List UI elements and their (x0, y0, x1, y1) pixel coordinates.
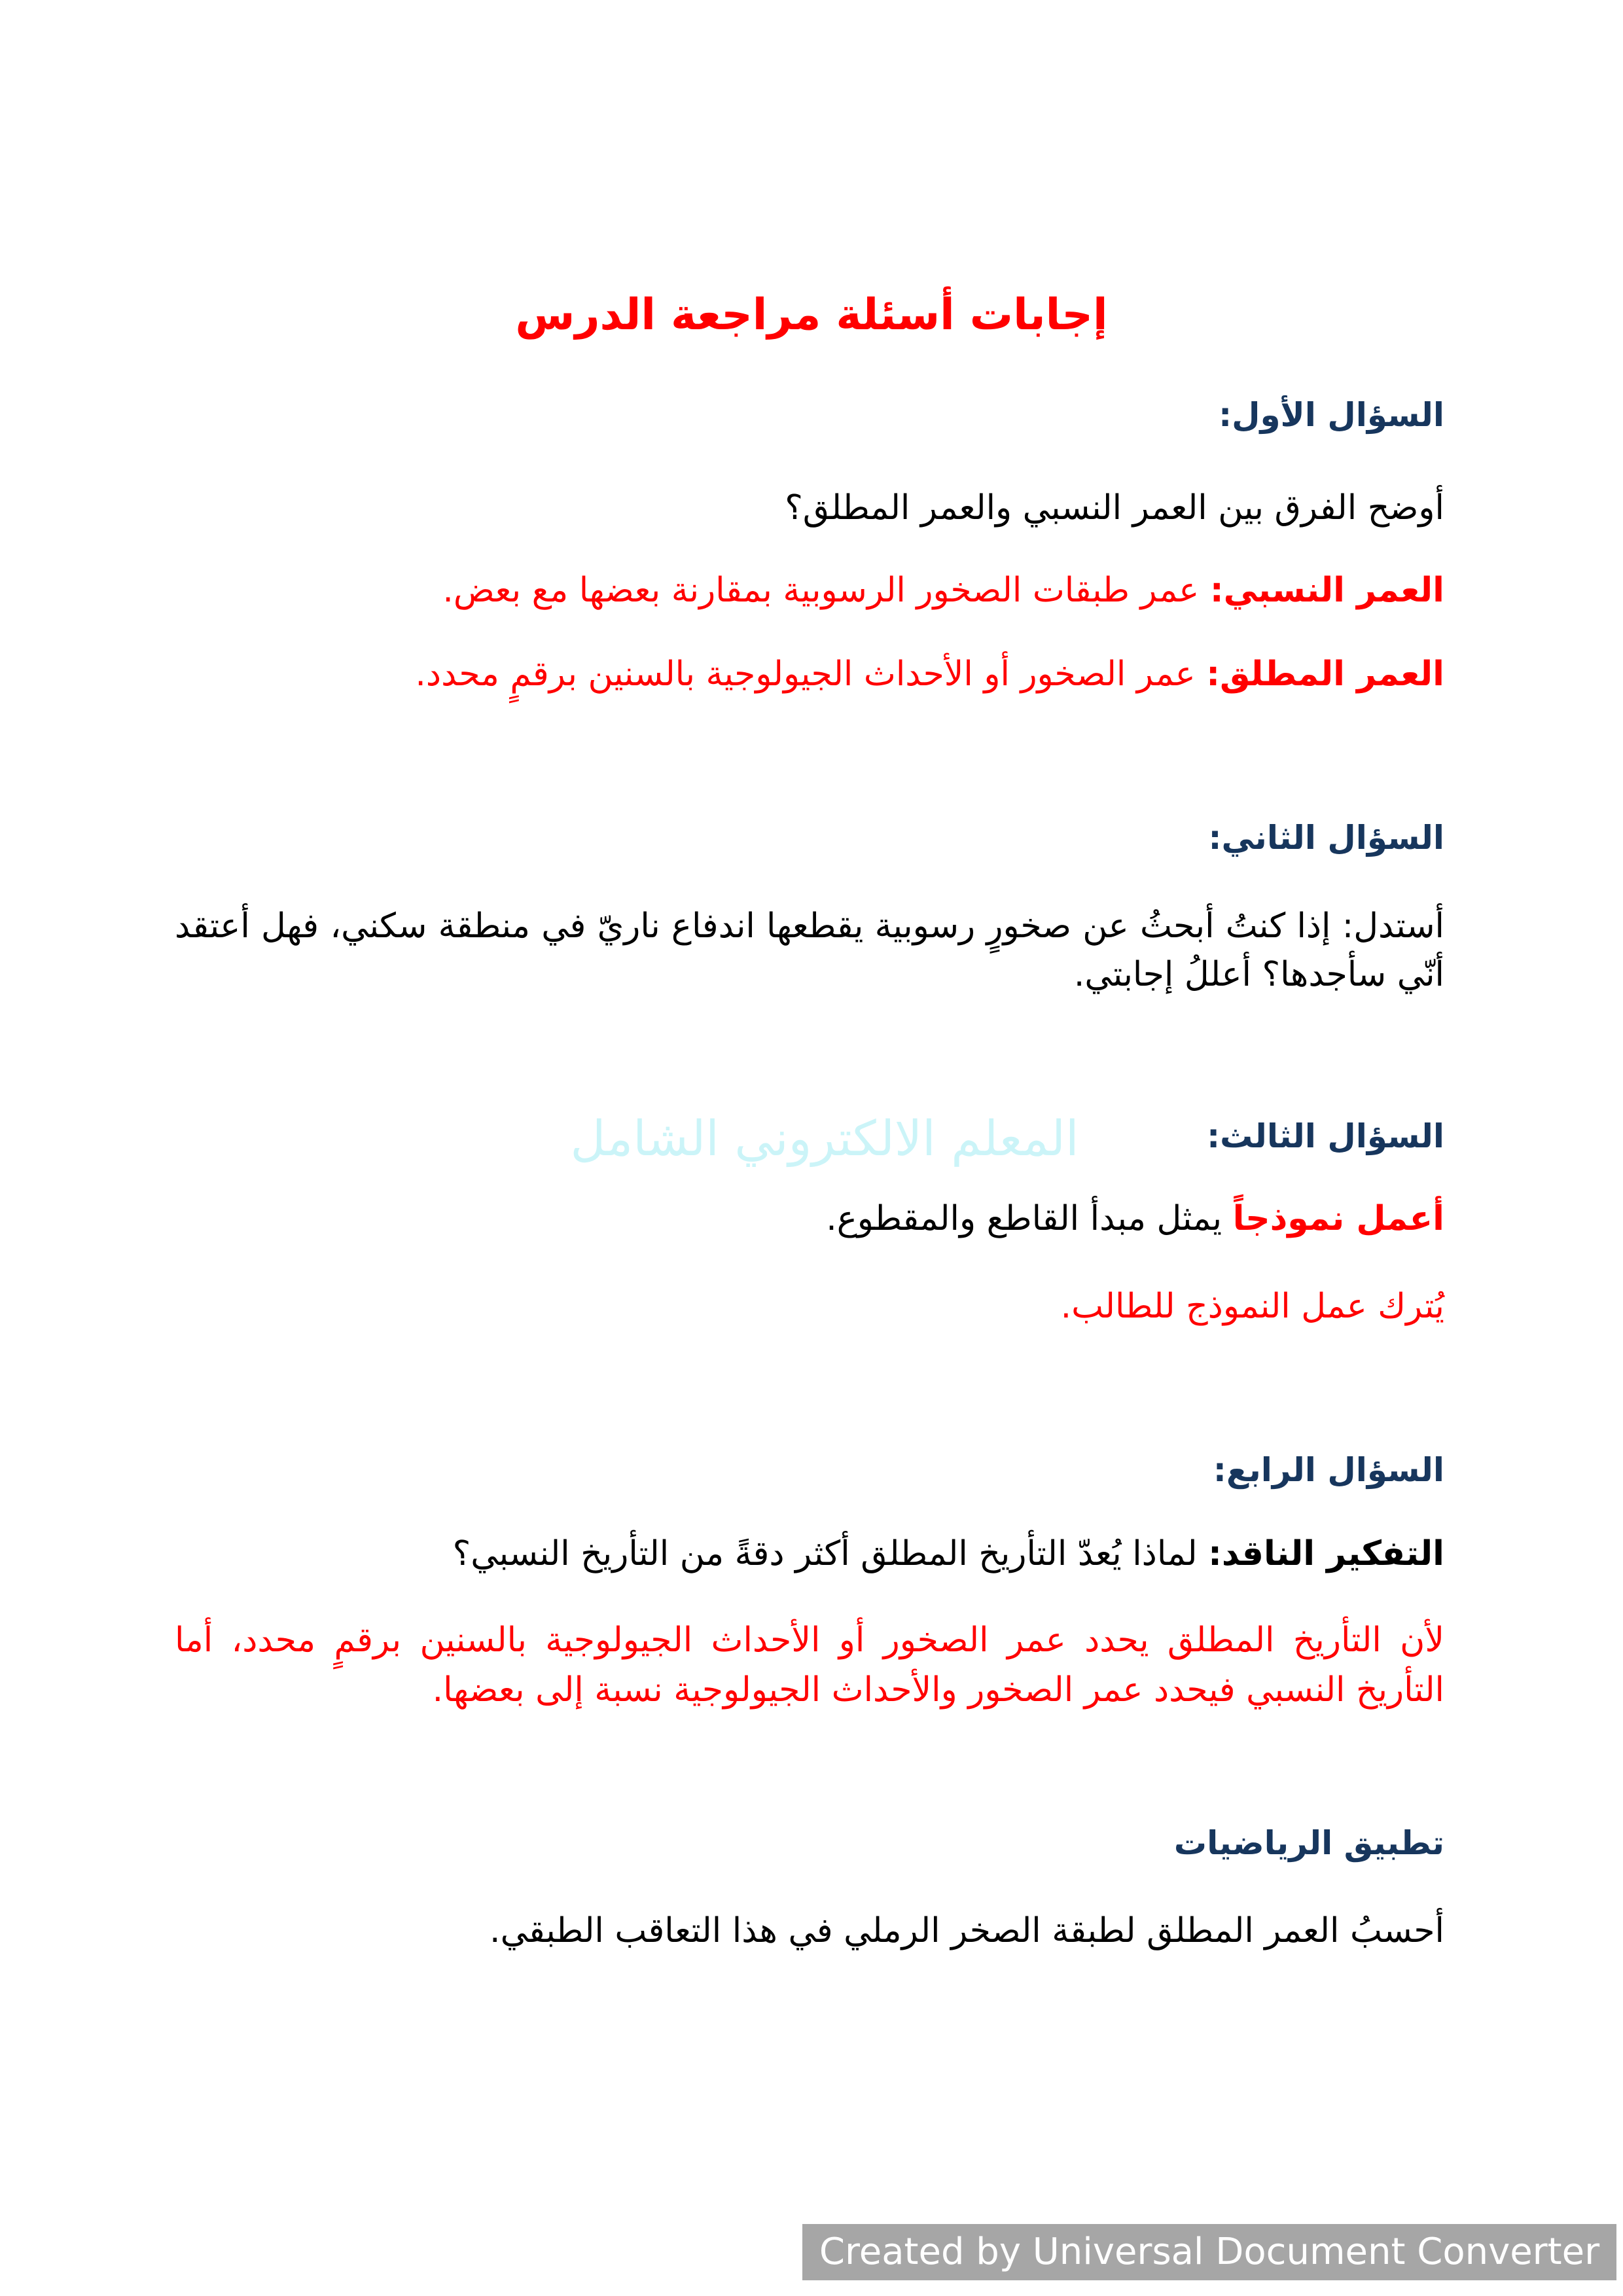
watermark-text: المعلم الالكتروني الشامل (570, 1111, 1079, 1167)
q3-heading: السؤال الثالث: (1207, 1117, 1444, 1155)
q1-answer-relative-text: عمر طبقات الصخور الرسوبية بمقارنة بعضها مع بعض. (442, 571, 1210, 610)
q1-answer-relative (175, 567, 1444, 614)
q4-question-term: التفكير الناقد: (1208, 1534, 1444, 1573)
q1-answer-absolute (175, 651, 1444, 698)
q3-question-term: أعمل نموذجاً (1232, 1199, 1444, 1238)
math-question: أحسبُ العمر المطلق لطبقة الصخر الرملي في هذا التعاقب الطبقي. (490, 1911, 1444, 1950)
math-heading: تطبيق الرياضيات (1173, 1824, 1444, 1862)
page-title: إجابات أسئلة مراجعة الدرس (515, 289, 1108, 340)
q4-answer: لأن التأريخ المطلق يحدد عمر الصخور أو الأحداث الجيولوجية بالسنين برقمٍ محدد، أما التأريخ النسبي فيحدد عمر الصخور والأحداث الجيولوجية نسبة إلى بعضها. (175, 1621, 1444, 1710)
q1-heading: السؤال الأول: (1219, 396, 1444, 434)
q2-heading: السؤال الثاني: (1208, 819, 1444, 857)
q4-question (175, 1530, 1444, 1577)
converter-footer: Created by Universal Document Converter (802, 2224, 1616, 2280)
q3-question (175, 1195, 1444, 1242)
q4-heading: السؤال الرابع: (1213, 1451, 1444, 1489)
q3-question-text: يمثل مبدأ القاطع والمقطوع. (826, 1199, 1233, 1238)
q2-question: أستدل: إذا كنتُ أبحثُ عن صخورٍ رسوبية يقطعها اندفاع ناريّ في منطقة سكني، فهل أعتقد أنّي سأجدها؟ أعللُ إجابتي. (175, 906, 1444, 994)
q1-answer-absolute-text: عمر الصخور أو الأحداث الجيولوجية بالسنين برقمٍ محدد. (415, 655, 1207, 694)
q1-answer-relative-term: العمر النسبي: (1209, 571, 1444, 610)
q1-answer-absolute-term: العمر المطلق: (1206, 655, 1444, 694)
q3-answer: يُترك عمل النموذج للطالب. (1060, 1287, 1444, 1326)
q1-question: أوضح الفرق بين العمر النسبي والعمر المطلق؟ (785, 488, 1444, 528)
q4-question-text: لماذا يُعدّ التأريخ المطلق أكثر دقةً من التأريخ النسبي؟ (452, 1534, 1209, 1573)
